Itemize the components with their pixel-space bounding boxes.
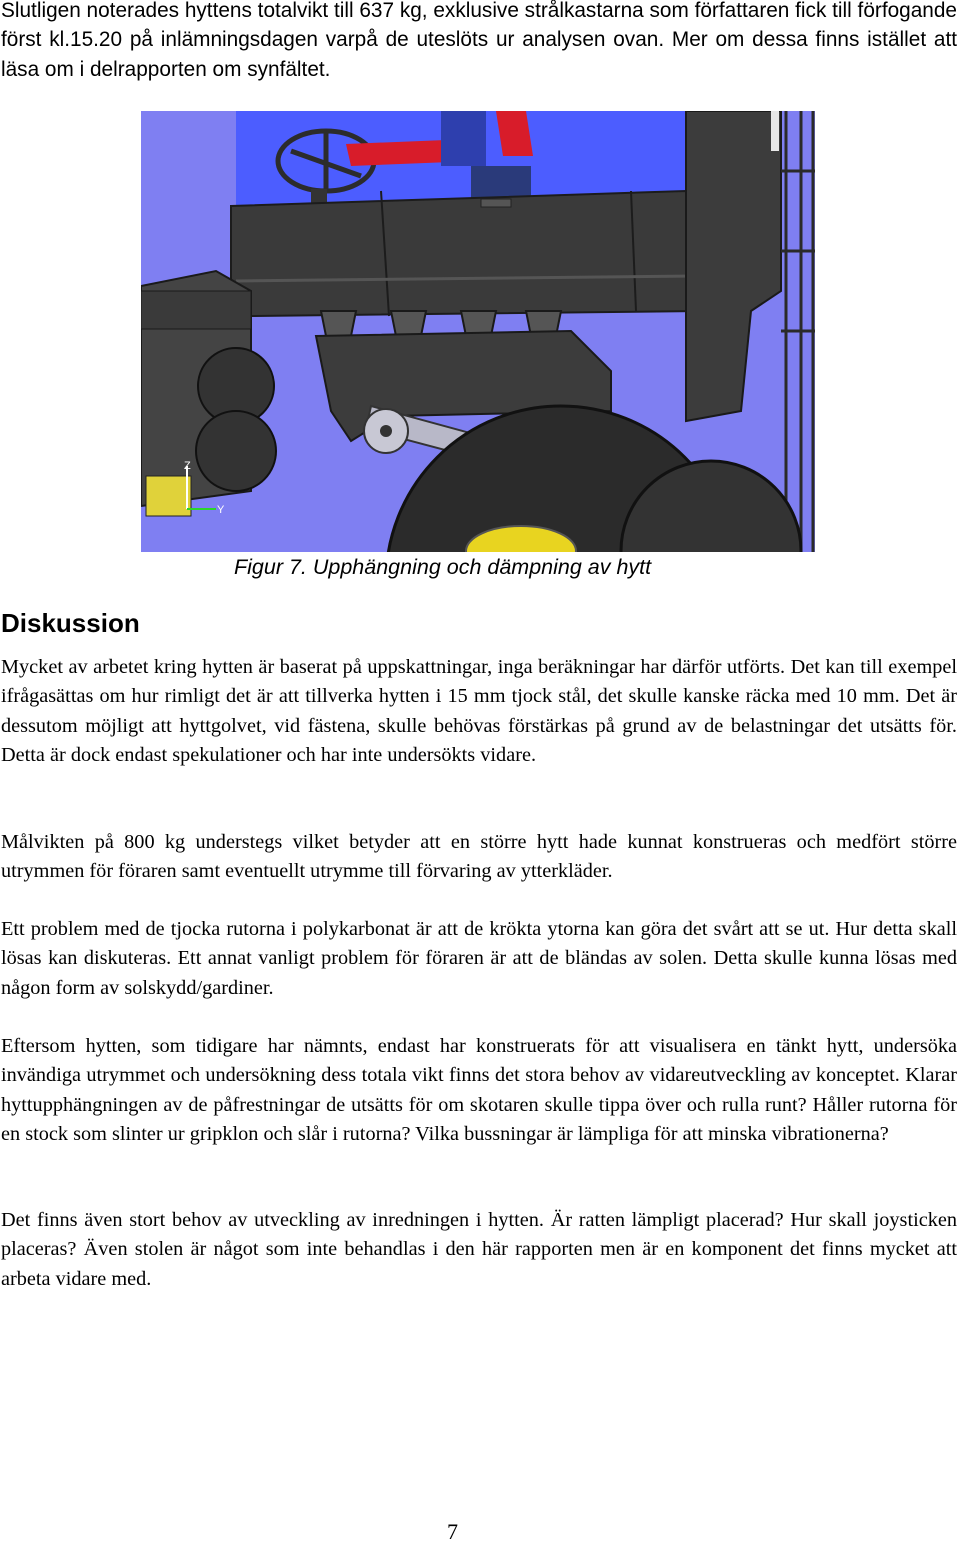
section-heading: Diskussion bbox=[1, 608, 140, 638]
body-paragraph-2: Målvikten på 800 kg understegs vilket betyder att en större hytt hade kunnat konstrueras och medfört större utrymmen för föraren samt eventuellt utrymme till förvaring av ytterkläder. bbox=[1, 831, 957, 883]
page-number: 7 bbox=[447, 1519, 458, 1544]
axis-y-label: Y bbox=[217, 504, 225, 516]
figure-caption: Figur 7. Upphängning och dämpning av hytt bbox=[234, 555, 652, 579]
body-paragraph-3: Ett problem med de tjocka rutorna i polykarbonat är att de krökta ytorna kan göra det svårt att se ut. Hur detta skall lösas kan diskuteras. Ett annat vanligt problem för föraren är att de bländas av solen. Detta skulle kunna lösas med någon form av solskydd/gardiner. bbox=[1, 918, 957, 999]
body-paragraph-1: Mycket av arbetet kring hytten är baserat på uppskattningar, inga beräkningar har därför utförts. Det kan till exempel ifrågasättas om hur rimligt det är att tillverka hytten i 15 mm tjock stål, det skulle kanske räcka med 10 mm. Det är dessutom möjligt att hyttgolvet, vid fästena, skulle behövas förstärkas på grund av de belastningar det utsätts för. Detta är dock endast spekulationer och har inte undersökts vidare. bbox=[1, 656, 957, 766]
cab-body bbox=[231, 191, 701, 316]
axis-z-label: Z bbox=[184, 460, 191, 472]
cad-figure-cab-suspension bbox=[141, 111, 815, 552]
intro-paragraph: Slutligen noterades hyttens totalvikt till 637 kg, exklusive strålkastarna som författaren fick till förfogande först kl.15.20 på inlämningsdagen varpå de uteslöts ur analysen ovan. Mer om dessa finns istället att läsa om i delrapporten om synfältet. bbox=[1, 0, 957, 81]
body-paragraph-4: Eftersom hytten, som tidigare har nämnts, endast har konstruerats för att visualisera en tänkt hytt, undersöka invändiga utrymmet och undersökning dess totala vikt finns det stora behov av vidareutveckling av konceptet. Klarar hyttupphängningen av de påfrestningar de utsätts för om skotaren skulle tippa över och rulla runt? Håller rutorna för en stock som slinter ur gripklon och slår i rutorna? Vilka bussningar är lämpliga för att minska vibrationerna? bbox=[1, 1035, 957, 1145]
body-paragraph-5: Det finns även stort behov av utveckling av inredningen i hytten. Är ratten lämpligt placerad? Hur skall joysticken placeras? Även stolen är något som inte behandlas i den här rapporten men är en komponent det finns mycket att arbeta vidare med. bbox=[1, 1209, 957, 1290]
